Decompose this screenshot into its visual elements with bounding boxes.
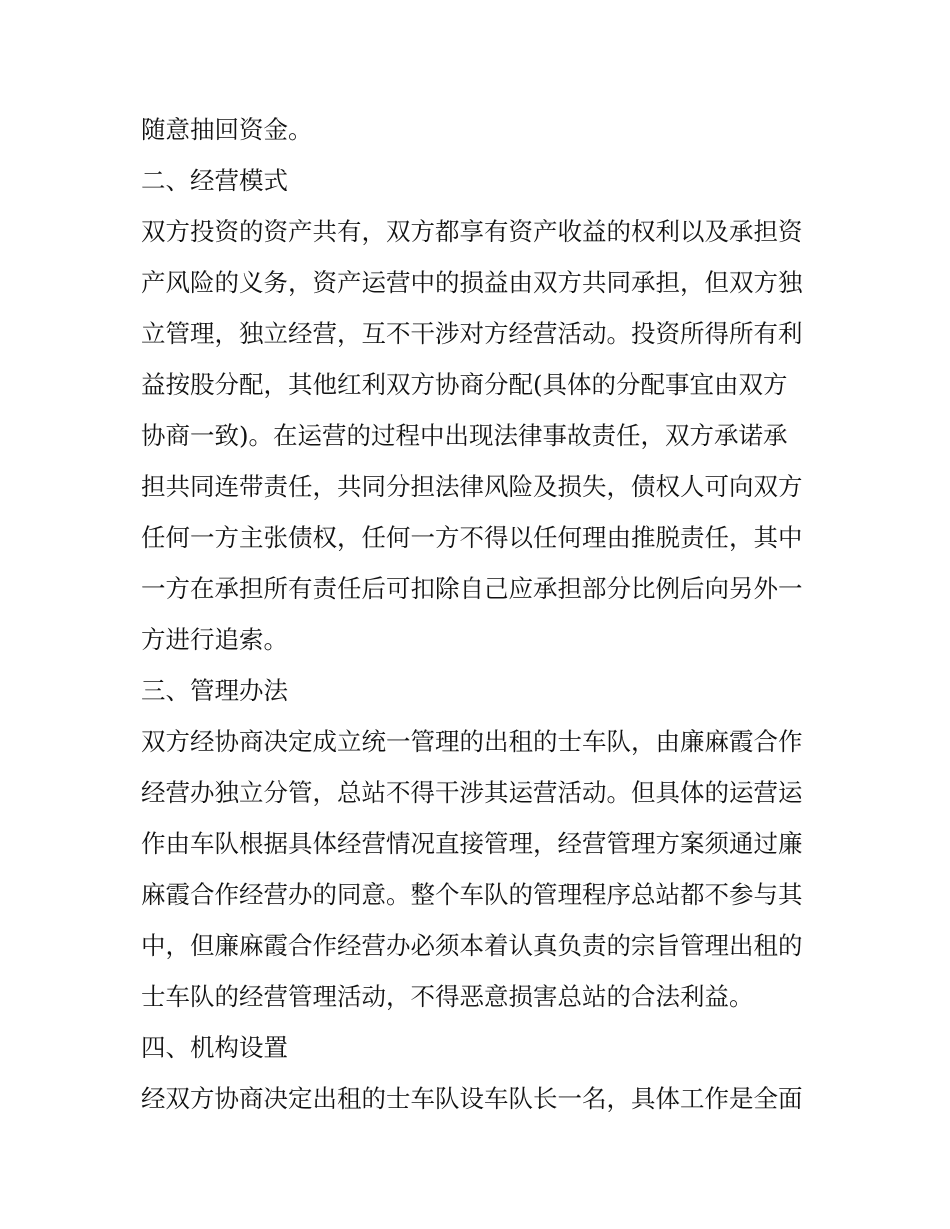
- section-heading-business-model: 二、经营模式: [141, 166, 288, 195]
- text-line: 益按股分配，其他红利双方协商分配(具体的分配事宜由双方: [141, 370, 788, 399]
- text-line: 作由车队根据具体经营情况直接管理，经营管理方案须通过廉: [141, 829, 803, 858]
- text-line: 立管理，独立经营，互不干涉对方经营活动。投资所得所有利: [141, 319, 803, 348]
- text-line: 任何一方主张债权，任何一方不得以任何理由推脱责任，其中: [141, 523, 803, 552]
- text-line: 经营办独立分管，总站不得干涉其运营活动。但具体的运营运: [141, 778, 803, 807]
- text-line: 一方在承担所有责任后可扣除自己应承担部分比例后向另外一: [141, 574, 803, 603]
- text-line: 双方经协商决定成立统一管理的出租的士车队，由廉麻霞合作: [141, 727, 803, 756]
- section-heading-organization: 四、机构设置: [141, 1033, 288, 1062]
- text-line: 产风险的义务，资产运营中的损益由双方共同承担，但双方独: [141, 268, 803, 297]
- text-line: 麻霞合作经营办的同意。整个车队的管理程序总站都不参与其: [141, 880, 803, 909]
- text-line: 中，但廉麻霞合作经营办必须本着认真负责的宗旨管理出租的: [141, 931, 803, 960]
- text-line: 随意抽回资金。: [141, 115, 313, 144]
- text-line: 士车队的经营管理活动，不得恶意损害总站的合法利益。: [141, 982, 754, 1011]
- text-line: 经双方协商决定出租的士车队设车队长一名，具体工作是全面: [141, 1084, 803, 1113]
- document-body: [141, 108, 813, 1128]
- text-line: 双方投资的资产共有，双方都享有资产收益的权利以及承担资: [141, 217, 803, 246]
- text-line: 担共同连带责任，共同分担法律风险及损失，债权人可向双方: [141, 472, 803, 501]
- section-heading-management: 三、管理办法: [141, 676, 288, 705]
- text-line: 协商一致)。在运营的过程中出现法律事故责任，双方承诺承: [141, 421, 788, 450]
- text-line: 方进行追索。: [141, 625, 288, 654]
